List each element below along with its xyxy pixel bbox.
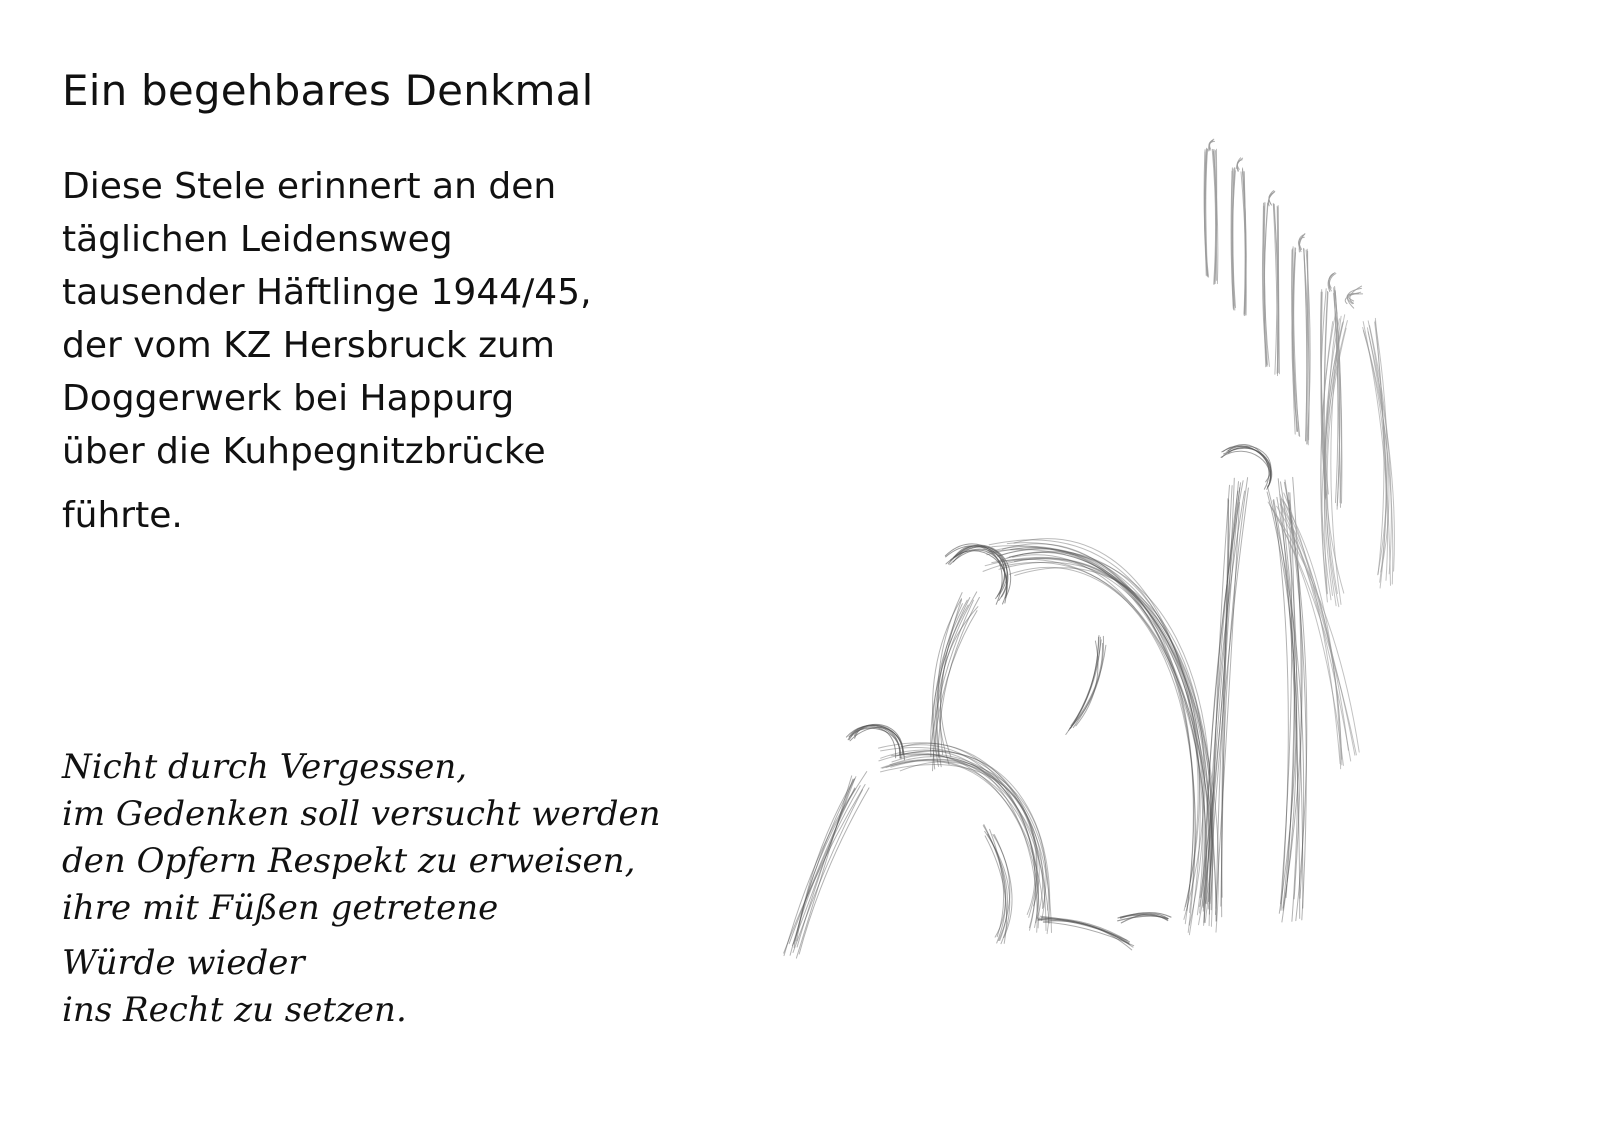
- sketch-stroke: [990, 829, 1004, 936]
- sketch-stroke: [983, 559, 1199, 911]
- sketch-strokes: [784, 139, 1395, 958]
- poem-line: Nicht durch Vergessen,: [62, 747, 468, 787]
- sketch-stroke: [1375, 318, 1390, 585]
- sketch-stroke: [883, 761, 1044, 908]
- page-title: Ein begehbares Denkmal: [62, 66, 594, 115]
- intro-line: Doggerwerk bei Happurg: [62, 378, 515, 419]
- sketch-stroke: [881, 750, 1037, 932]
- sketch-stroke: [999, 562, 1213, 903]
- intro-line: Diese Stele erinnert an den: [62, 166, 557, 207]
- sketch-stroke: [996, 546, 1207, 925]
- sketch-stroke: [1071, 637, 1099, 728]
- poem-line: im Gedenken soll versucht werden: [62, 794, 661, 834]
- intro-line: der vom KZ Hersbruck zum: [62, 325, 555, 366]
- sketch-stroke: [881, 747, 1049, 910]
- sketch-stroke: [901, 745, 1039, 928]
- poem-line: Würde wieder: [62, 943, 305, 983]
- sketch-stroke: [992, 546, 1194, 924]
- intro-line: tausender Häftlinge 1944/45,: [62, 272, 592, 313]
- sketch-stroke: [846, 725, 899, 755]
- sketch-stroke: [879, 751, 1050, 934]
- sketch-stroke: [1210, 139, 1214, 149]
- sketch-stroke: [1227, 446, 1271, 482]
- intro-line: führte.: [62, 495, 183, 536]
- sketch-stroke: [900, 753, 1039, 928]
- sketch-stroke: [796, 776, 851, 958]
- sketch-stroke: [799, 788, 869, 954]
- sketch-stroke: [1267, 492, 1296, 922]
- poem-line: ins Recht zu setzen.: [62, 990, 407, 1030]
- intro-paragraph: [62, 160, 592, 542]
- sketch-stroke: [998, 549, 1217, 921]
- sketch-stroke: [1304, 249, 1307, 444]
- sketch-stroke: [1009, 567, 1210, 908]
- intro-line: täglichen Leidensweg: [62, 219, 453, 260]
- sketch-stroke: [891, 760, 1039, 906]
- sketch-stroke: [985, 557, 1212, 926]
- sketch-figures-icon: [770, 40, 1470, 1020]
- sketch-stroke: [987, 550, 1212, 923]
- sketch-stroke: [1044, 921, 1130, 945]
- poem-line: ihre mit Füßen getretene: [62, 888, 499, 928]
- sketch-stroke: [992, 559, 1195, 932]
- sketch-stroke: [1015, 568, 1205, 920]
- sketch-stroke: [897, 751, 1037, 928]
- sketch-stroke: [900, 762, 1035, 931]
- poem: [62, 744, 661, 1034]
- intro-line: über die Kuhpegnitzbrücke: [62, 431, 546, 472]
- sketch-stroke: [1007, 543, 1193, 911]
- sketch-stroke: [989, 540, 1210, 926]
- poem-line: den Opfern Respekt zu erweisen,: [62, 841, 636, 881]
- sketch-stroke: [879, 743, 1047, 931]
- sketch-stroke: [987, 548, 1216, 909]
- sketch-stroke: [901, 755, 1045, 921]
- sketch-stroke: [950, 551, 1007, 604]
- sketch-stroke: [886, 759, 1046, 908]
- sketch-stroke: [892, 755, 1043, 918]
